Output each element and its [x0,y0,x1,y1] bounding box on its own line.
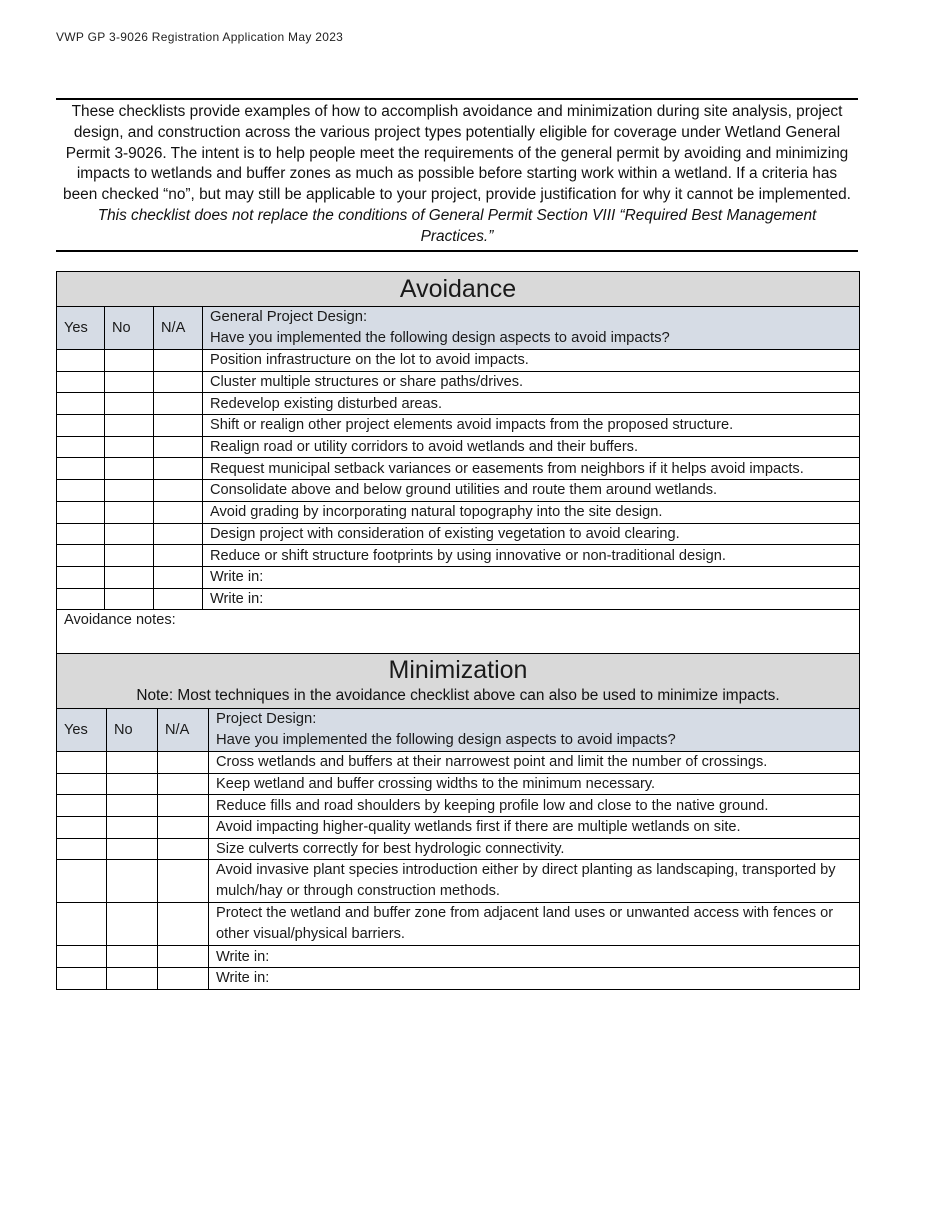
checklist-item: Reduce or shift structure footprints by using innovative or non-traditional design. [203,545,860,567]
checklist-row [57,946,860,968]
checklist-row [57,795,860,817]
checklist-item: Size culverts correctly for best hydrologic connectivity. [209,838,860,860]
col-yes: Yes [57,307,105,350]
checkbox-yes[interactable] [57,436,105,458]
checkbox-no[interactable] [107,817,158,839]
checkbox-na[interactable] [154,480,203,502]
checkbox-na[interactable] [158,817,209,839]
checklist-row [57,415,860,437]
checkbox-no[interactable] [105,436,154,458]
checkbox-na[interactable] [154,545,203,567]
col-yes: Yes [57,709,107,752]
checkbox-na[interactable] [158,903,209,946]
checklist-row [57,838,860,860]
avoidance-header-title: General Project Design: [210,309,368,325]
col-na: N/A [154,307,203,350]
avoidance-header-question: Have you implemented the following design aspects to avoid impacts? [210,330,670,346]
checklist-row [57,588,860,610]
checkbox-na[interactable] [158,968,209,990]
checkbox-na[interactable] [154,501,203,523]
intro-text: These checklists provide examples of how to accomplish avoidance and minimization during site analysis, project design, and construction across the various project types potentially eligible for coverage under Wetland General Permit 3-9026. The intent is to help people meet the requirements of the general permit by avoiding and minimizing impacts to wetlands and buffer zones as much as possible before starting work within a wetland. If a criteria has been checked “no”, but may still be applicable to your project, provide justification for why it cannot be implemented. [63,103,851,204]
avoidance-title: Avoidance [57,272,860,307]
checkbox-yes[interactable] [57,968,107,990]
checkbox-na[interactable] [154,588,203,610]
checkbox-yes[interactable] [57,752,107,774]
checklist-row [57,860,860,903]
checkbox-yes[interactable] [57,566,105,588]
checklist-row [57,545,860,567]
checkbox-yes[interactable] [57,393,105,415]
checkbox-no[interactable] [105,523,154,545]
checklist-item: Design project with consideration of existing vegetation to avoid clearing. [203,523,860,545]
checkbox-yes[interactable] [57,903,107,946]
checkbox-yes[interactable] [57,523,105,545]
checkbox-yes[interactable] [57,480,105,502]
checkbox-no[interactable] [107,860,158,903]
checklist-item: Request municipal setback variances or easements from neighbors if it helps avoid impacts. [203,458,860,480]
checkbox-na[interactable] [154,566,203,588]
checkbox-no[interactable] [105,458,154,480]
checkbox-yes[interactable] [57,860,107,903]
checklist-item: Cross wetlands and buffers at their narrowest point and limit the number of crossings. [209,752,860,774]
checkbox-yes[interactable] [57,817,107,839]
col-na: N/A [158,709,209,752]
checkbox-yes[interactable] [57,371,105,393]
checklist-item: Position infrastructure on the lot to avoid impacts. [203,350,860,372]
checklist-row [57,752,860,774]
checklist-row [57,371,860,393]
checklist-row [57,480,860,502]
intro-box [56,98,858,252]
checkbox-yes[interactable] [57,795,107,817]
checklist-row [57,523,860,545]
checkbox-no[interactable] [107,838,158,860]
checkbox-no[interactable] [105,501,154,523]
checkbox-no[interactable] [105,588,154,610]
checkbox-na[interactable] [154,350,203,372]
checkbox-na[interactable] [158,752,209,774]
checklist-row [57,436,860,458]
checkbox-no[interactable] [105,371,154,393]
checklist-item: Keep wetland and buffer crossing widths to the minimum necessary. [209,773,860,795]
checkbox-yes[interactable] [57,350,105,372]
checklist-row [57,773,860,795]
checkbox-na[interactable] [154,415,203,437]
checklist-item: Write in: [209,946,860,968]
minimization-title-cell [57,654,860,709]
checkbox-yes[interactable] [57,501,105,523]
checkbox-yes[interactable] [57,838,107,860]
checkbox-na[interactable] [158,838,209,860]
checkbox-no[interactable] [107,903,158,946]
checkbox-no[interactable] [105,350,154,372]
checklist-item: Protect the wetland and buffer zone from adjacent land uses or unwanted access with fences or other visual/physical barriers. [209,903,860,946]
checklist-row [57,903,860,946]
checkbox-na[interactable] [158,773,209,795]
checklist-row [57,817,860,839]
checklist-row [57,458,860,480]
checkbox-na[interactable] [154,458,203,480]
checkbox-yes[interactable] [57,773,107,795]
avoidance-table [56,271,860,655]
checkbox-no[interactable] [107,968,158,990]
checkbox-no[interactable] [107,946,158,968]
checkbox-yes[interactable] [57,545,105,567]
minimization-title: Minimization [388,656,528,684]
checklist-row [57,393,860,415]
checkbox-na[interactable] [154,393,203,415]
checkbox-yes[interactable] [57,588,105,610]
checklist-row [57,501,860,523]
intro-italic-note: This checklist does not replace the conditions of General Permit Section VIII “Required Best Management Practices.” [97,206,817,245]
col-no: No [105,307,154,350]
checklist-row [57,350,860,372]
checkbox-yes[interactable] [57,946,107,968]
minimization-note: Note: Most techniques in the avoidance checklist above can also be used to minimize impacts. [136,687,780,704]
page-header: VWP GP 3-9026 Registration Application May 2023 [56,30,344,44]
checkbox-no[interactable] [105,545,154,567]
checkbox-no[interactable] [105,566,154,588]
checklist-row [57,566,860,588]
checkbox-na[interactable] [154,371,203,393]
checklist-item: Avoid impacting higher-quality wetlands first if there are multiple wetlands on site. [209,817,860,839]
checkbox-yes[interactable] [57,415,105,437]
checklist-item: Consolidate above and below ground utilities and route them around wetlands. [203,480,860,502]
checkbox-no[interactable] [105,480,154,502]
checkbox-na[interactable] [158,860,209,903]
checkbox-na[interactable] [154,523,203,545]
checklist-item: Cluster multiple structures or share paths/drives. [203,371,860,393]
checklist-item: Avoid grading by incorporating natural topography into the site design. [203,501,860,523]
checklist-item: Reduce fills and road shoulders by keeping profile low and close to the native ground. [209,795,860,817]
checklist-row [57,968,860,990]
checkbox-no[interactable] [107,752,158,774]
checklist-item: Avoid invasive plant species introduction either by direct planting as landscaping, transported by mulch/hay or through construction methods. [209,860,860,903]
checkbox-no[interactable] [107,773,158,795]
checklist-item: Shift or realign other project elements avoid impacts from the proposed structure. [203,415,860,437]
col-no: No [107,709,158,752]
checkbox-yes[interactable] [57,458,105,480]
minimization-header [209,709,860,752]
checkbox-na[interactable] [154,436,203,458]
avoidance-header [203,307,860,350]
avoidance-notes[interactable]: Avoidance notes: [57,610,860,655]
checkbox-no[interactable] [107,795,158,817]
checklist-item: Realign road or utility corridors to avoid wetlands and their buffers. [203,436,860,458]
minimization-header-title: Project Design: [216,711,317,727]
minimization-header-question: Have you implemented the following design aspects to avoid impacts? [216,732,676,748]
checkbox-na[interactable] [158,946,209,968]
checklist-item: Write in: [203,588,860,610]
minimization-table [56,653,860,990]
checkbox-no[interactable] [105,415,154,437]
checkbox-no[interactable] [105,393,154,415]
checklist-item: Write in: [209,968,860,990]
checklist-item: Write in: [203,566,860,588]
checklist-item: Redevelop existing disturbed areas. [203,393,860,415]
checkbox-na[interactable] [158,795,209,817]
